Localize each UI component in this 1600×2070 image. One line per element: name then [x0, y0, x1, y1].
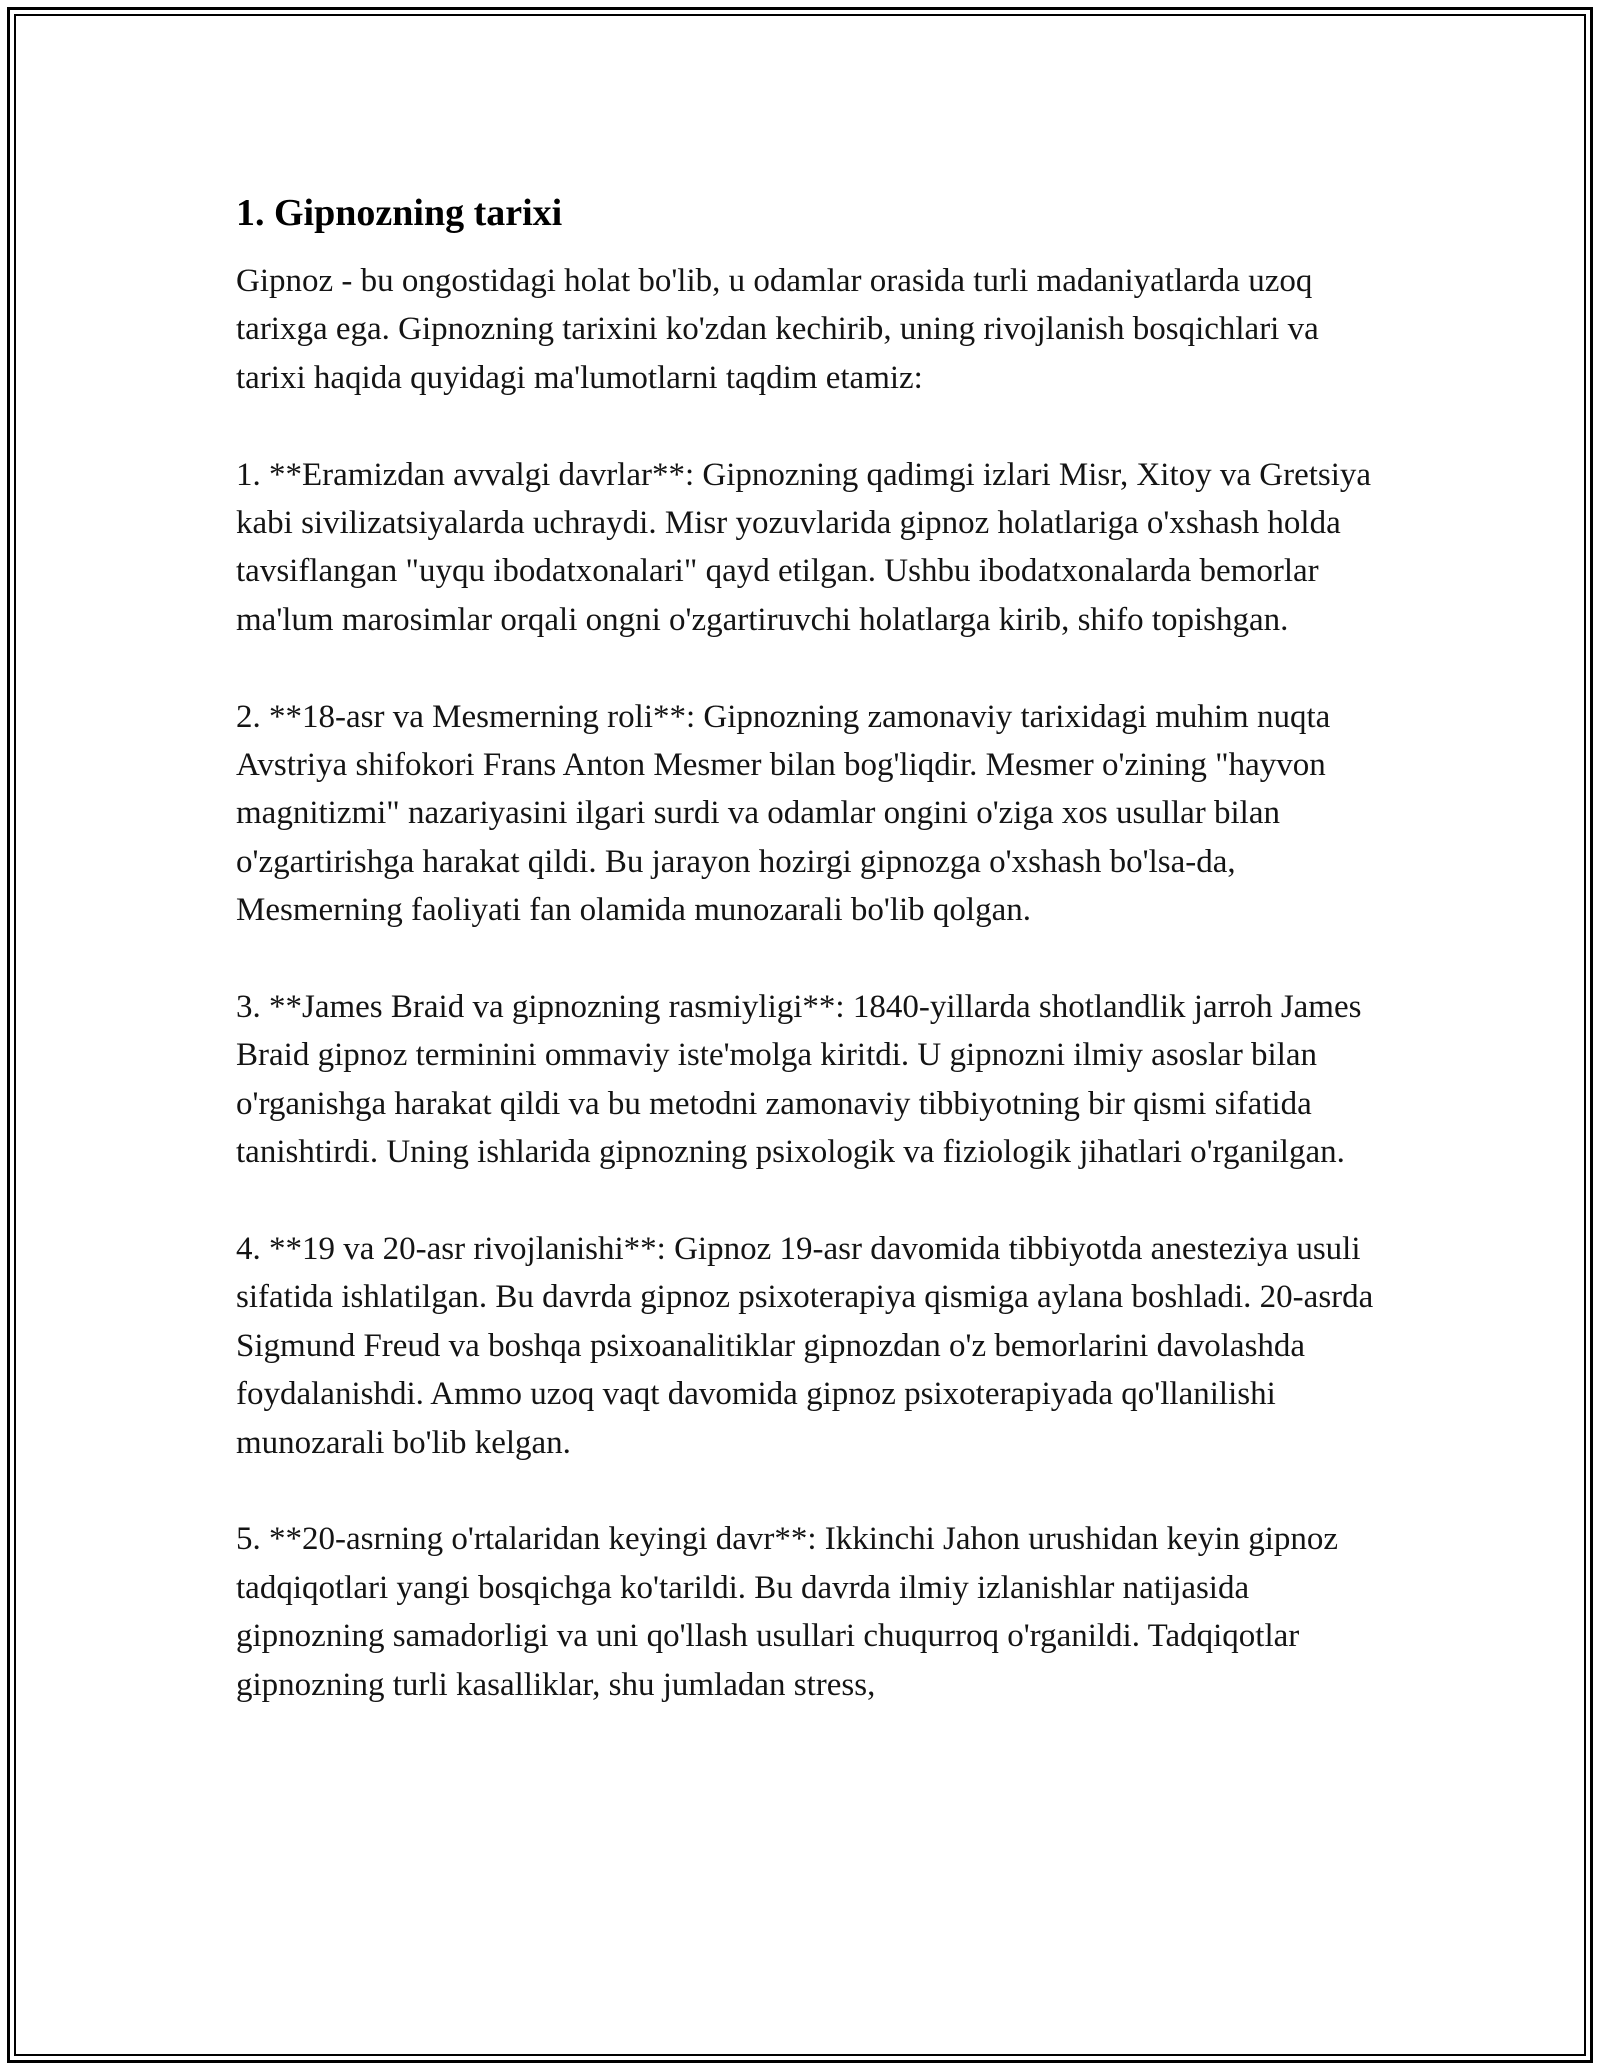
history-item-4: 4. **19 va 20-asr rivojlanishi**: Gipnoz 19-asr davomida tibbiyotda anesteziya usuli sifatida ishlatilgan. Bu davrda gipnoz psixoterapiya qismiga aylana boshladi. 20-asrda Sigmund Freud va boshqa psixoanalitiklar gipnozdan o'z bemorlarini davolashda foydalanishdi. Ammo uzoq vaqt davomida gipnoz psixoterapiyada qo'llanilishi munozarali bo'lib kelgan. — [236, 1231, 1374, 1461]
history-item-1: 1. **Eramizdan avvalgi davrlar**: Gipnozning qadimgi izlari Misr, Xitoy va Gretsiya kabi sivilizatsiyalarda uchraydi. Misr yozuvlarida gipnoz holatlariga o'xshash holda tavsiflangan "uyqu ibodatxonalari" qayd etilgan. Ushbu ibodatxonalarda bemorlar ma'lum marosimlar orqali ongni o'zgartiruvchi holatlarga kirib, shifo topishgan. — [236, 456, 1372, 638]
history-item-3: 3. **James Braid va gipnozning rasmiyligi**: 1840-yillarda shotlandlik jarroh James Braid gipnoz terminini ommaviy iste'molga kiritdi. U gipnozni ilmiy asoslar bilan o'rganishga harakat qildi va bu metodni zamonaviy tibbiyotning bir qismi sifatida tanishtirdi. Uning ishlarida gipnozning psixologik va fiziologik jihatlari o'rganilgan. — [236, 989, 1362, 1171]
section-heading: 1. Gipnozning tarixi — [236, 192, 563, 234]
document-body — [236, 187, 1376, 1709]
history-item-2: 2. **18-asr va Mesmerning roli**: Gipnozning zamonaviy tarixidagi muhim nuqta Avstriya shifokori Frans Anton Mesmer bilan bog'liqdir. Mesmer o'zining "hayvon magnitizmi" nazariyasini ilgari surdi va odamlar ongini o'ziga xos usullar bilan o'zgartirishga harakat qildi. Bu jarayon hozirgi gipnozga o'xshash bo'lsa-da, Mesmerning faoliyati fan olamida munozarali bo'lib qolgan. — [236, 698, 1331, 929]
history-item-5: 5. **20-asrning o'rtalaridan keyingi davr**: Ikkinchi Jahon urushidan keyin gipnoz tadqiqotlari yangi bosqichga ko'tarildi. Bu davrda ilmiy izlanishlar natijasida gipnozning samadorligi va uni qo'llash usullari chuqurroq o'rganildi. Tadqiqotlar gipnozning turli kasalliklar, shu jumladan stress, — [236, 1521, 1339, 1703]
intro-paragraph: Gipnoz - bu ongostidagi holat bo'lib, u odamlar orasida turli madaniyatlarda uzoq tarixga ega. Gipnozning tarixini ko'zdan kechirib, uning rivojlanish bosqichlari va tarixi haqida quyidagi ma'lumotlarni taqdim etamiz: — [236, 263, 1319, 396]
